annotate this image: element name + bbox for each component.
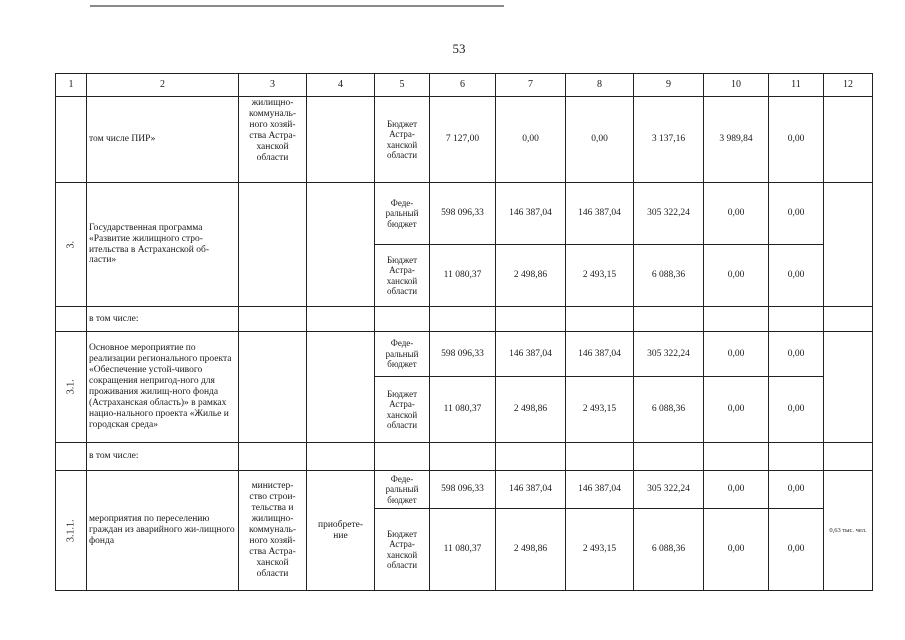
value-cell-col11: 0,00 (769, 183, 824, 245)
row-number-cell (56, 183, 87, 307)
executor-cell (239, 183, 307, 307)
value-cell-col7 (496, 443, 566, 471)
value-cell-col12 (824, 443, 873, 471)
value-cell-col10: 0,00 (704, 245, 769, 307)
row-number-cell (56, 471, 87, 591)
value-cell-col8: 0,00 (566, 97, 634, 183)
indicator-cell (307, 443, 375, 471)
table-row (56, 443, 873, 471)
value-cell-col8 (566, 307, 634, 332)
value-cell-col11 (769, 443, 824, 471)
budget-table (55, 73, 873, 591)
indicator-cell (307, 307, 375, 332)
value-cell-col7: 146 387,04 (496, 332, 566, 377)
value-cell-col7: 2 498,86 (496, 377, 566, 443)
value-cell-col10: 3 989,84 (704, 97, 769, 183)
header-cell: 5 (375, 74, 430, 97)
measure-name-cell: том числе ПИР» (87, 97, 239, 183)
row-number-cell (56, 443, 87, 471)
value-cell-col6: 11 080,37 (430, 377, 496, 443)
executor-cell (239, 443, 307, 471)
value-cell-col10 (704, 307, 769, 332)
header-cell: 12 (824, 74, 873, 97)
top-rule (90, 5, 504, 7)
table-row (56, 183, 873, 245)
header-cell: 10 (704, 74, 769, 97)
funding-source-cell (375, 443, 430, 471)
value-cell-col10 (704, 443, 769, 471)
value-cell-col12 (824, 307, 873, 332)
value-cell-col11: 0,00 (769, 332, 824, 377)
value-cell-col6: 11 080,37 (430, 245, 496, 307)
value-cell-col6: 598 096,33 (430, 332, 496, 377)
table-row (56, 332, 873, 377)
header-cell: 6 (430, 74, 496, 97)
table-row (56, 307, 873, 332)
value-cell-col11: 0,00 (769, 377, 824, 443)
funding-source-cell (375, 307, 430, 332)
row-number: 3.1. (65, 379, 77, 395)
value-cell-col11 (769, 307, 824, 332)
value-cell-col8: 146 387,04 (566, 183, 634, 245)
value-cell-col6: 598 096,33 (430, 183, 496, 245)
value-cell-col12 (824, 97, 873, 183)
header-cell: 4 (307, 74, 375, 97)
value-cell-col9: 6 088,36 (634, 509, 704, 591)
value-cell-col10: 0,00 (704, 509, 769, 591)
header-cell: 11 (769, 74, 824, 97)
funding-source-cell: Феде- ральный бюджет (375, 332, 430, 377)
value-cell-col6: 7 127,00 (430, 97, 496, 183)
header-cell: 2 (87, 74, 239, 97)
indicator-cell (307, 97, 375, 183)
header-cell: 1 (56, 74, 87, 97)
executor-cell: жилищно- коммуналь- ного хозяй- ства Астра- ханской области (239, 97, 307, 183)
value-cell-col10: 0,00 (704, 183, 769, 245)
value-cell-col9: 3 137,16 (634, 97, 704, 183)
measure-name-cell: мероприятия по переселению граждан из аварийного жи-лищного фонда (87, 471, 239, 591)
header-cell: 7 (496, 74, 566, 97)
value-cell-col8: 2 493,15 (566, 245, 634, 307)
subheading-cell: в том числе: (87, 443, 239, 471)
value-cell-col9: 305 322,24 (634, 471, 704, 509)
funding-source-cell: Феде- ральный бюджет (375, 471, 430, 509)
funding-source-cell: Бюджет Астра- ханской области (375, 377, 430, 443)
row-number-cell (56, 307, 87, 332)
value-cell-col11: 0,00 (769, 245, 824, 307)
indicator-cell (307, 183, 375, 307)
row-number-cell (56, 97, 87, 183)
value-cell-col9 (634, 443, 704, 471)
value-cell-col11: 0,00 (769, 97, 824, 183)
value-cell-col11: 0,00 (769, 509, 824, 591)
header-cell: 9 (634, 74, 704, 97)
page-number: 53 (452, 41, 466, 56)
value-cell-col10: 0,00 (704, 377, 769, 443)
value-cell-col6 (430, 307, 496, 332)
value-cell-col9: 305 322,24 (634, 183, 704, 245)
row-number-cell (56, 332, 87, 443)
value-cell-col10: 0,00 (704, 471, 769, 509)
value-cell-col12 (824, 332, 873, 443)
funding-source-cell: Бюджет Астра- ханской области (375, 509, 430, 591)
value-cell-col8 (566, 443, 634, 471)
indicator-cell (307, 332, 375, 443)
header-cell: 3 (239, 74, 307, 97)
value-cell-col9: 6 088,36 (634, 377, 704, 443)
executor-cell: министер- ство строи- тельства и жилищно- коммуналь- ного хозяй- ства Астра- ханской области (239, 471, 307, 591)
funding-source-cell: Бюджет Астра- ханской области (375, 97, 430, 183)
measure-name-cell: Государственная программа «Развитие жилищного стро-ительства в Астраханской об-ласти» (87, 183, 239, 307)
table-row (56, 97, 873, 183)
table-row (56, 471, 873, 509)
value-cell-col7: 0,00 (496, 97, 566, 183)
value-cell-col7: 146 387,04 (496, 471, 566, 509)
value-cell-col6: 598 096,33 (430, 471, 496, 509)
indicator-cell: приобрете- ние (307, 471, 375, 591)
header-cell: 8 (566, 74, 634, 97)
value-cell-col7: 146 387,04 (496, 183, 566, 245)
executor-cell (239, 307, 307, 332)
value-cell-col8: 146 387,04 (566, 332, 634, 377)
target-value-note: 0,63 тыс. чел. (824, 471, 873, 591)
value-cell-col8: 146 387,04 (566, 471, 634, 509)
value-cell-col8: 2 493,15 (566, 377, 634, 443)
header-row (56, 74, 873, 97)
row-number: 3.1.1. (65, 519, 77, 542)
value-cell-col8: 2 493,15 (566, 509, 634, 591)
value-cell-col7: 2 498,86 (496, 509, 566, 591)
value-cell-col7: 2 498,86 (496, 245, 566, 307)
value-cell-col9 (634, 307, 704, 332)
value-cell-col11: 0,00 (769, 471, 824, 509)
measure-name-cell: Основное мероприятие по реализации регионального проекта «Обеспечение устой-чивого сокращения непригод-ного для проживания жилищ-ного фонда (Астраханская область)» в рамках нацио-нального проекта «Жилье и городская среда» (87, 332, 239, 443)
value-cell-col7 (496, 307, 566, 332)
value-cell-col6 (430, 443, 496, 471)
value-cell-col12 (824, 183, 873, 307)
value-cell-col9: 6 088,36 (634, 245, 704, 307)
value-cell-col9: 305 322,24 (634, 332, 704, 377)
executor-cell (239, 332, 307, 443)
subheading-cell: в том числе: (87, 307, 239, 332)
value-cell-col10: 0,00 (704, 332, 769, 377)
row-number: 3. (65, 240, 77, 249)
value-cell-col6: 11 080,37 (430, 509, 496, 591)
funding-source-cell: Бюджет Астра- ханской области (375, 245, 430, 307)
funding-source-cell: Феде- ральный бюджет (375, 183, 430, 245)
